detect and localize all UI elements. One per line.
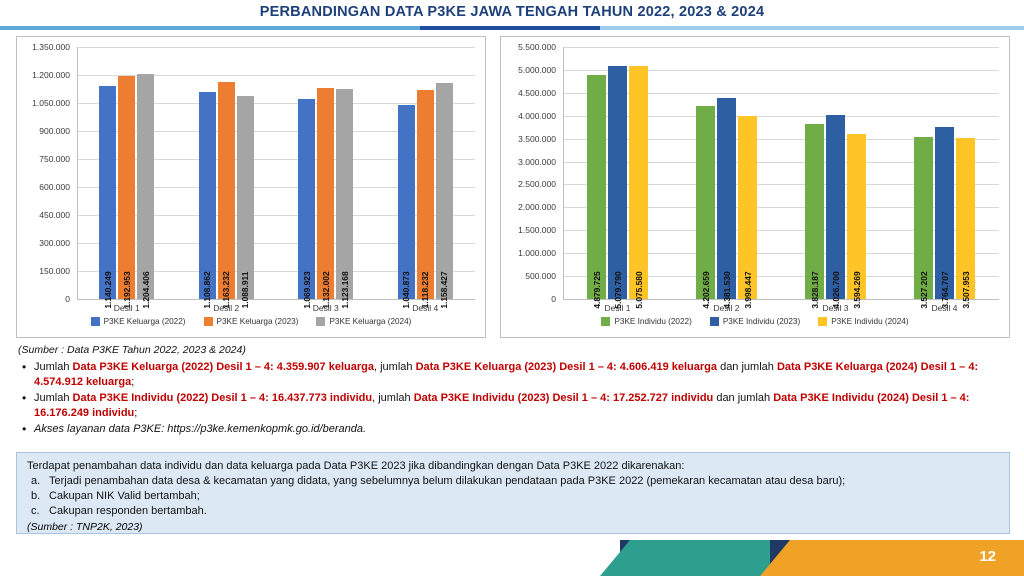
chart-panel-keluarga bbox=[16, 36, 486, 338]
bar-value-label: 1.123.168 bbox=[339, 271, 350, 309]
y-axis-tick-label: 1.050.000 bbox=[32, 98, 70, 108]
bar bbox=[417, 90, 434, 309]
bullet1-part4: ; bbox=[131, 375, 135, 388]
bullet1-part3: dan jumlah bbox=[717, 361, 777, 373]
bar-value-label: 3.764.707 bbox=[939, 271, 950, 309]
legend-swatch bbox=[204, 317, 213, 326]
bar-value-label: 1.132.002 bbox=[320, 271, 331, 309]
y-axis-tick-label: 1.200.000 bbox=[32, 70, 70, 80]
bar bbox=[587, 75, 606, 309]
y-axis-tick-label: 750.000 bbox=[39, 154, 70, 164]
bar-value-label: 4.026.700 bbox=[830, 271, 841, 309]
legend-swatch bbox=[316, 317, 325, 326]
gridline bbox=[77, 47, 475, 48]
header-rule-pale bbox=[600, 26, 1024, 30]
legend-item bbox=[818, 317, 908, 326]
bullet-keluarga bbox=[18, 360, 1008, 389]
footer-band-teal bbox=[600, 540, 770, 576]
bar bbox=[935, 127, 954, 309]
bar-value-label: 1.108.862 bbox=[202, 271, 213, 309]
bar bbox=[137, 74, 154, 309]
x-axis-category-label: Desil 4 bbox=[412, 303, 439, 313]
bar-value-label: 1.040.873 bbox=[401, 271, 412, 309]
bar bbox=[436, 83, 453, 309]
bullet1-part2: , jumlah bbox=[373, 361, 416, 373]
x-axis-category-label: Desil 3 bbox=[312, 303, 339, 313]
bar bbox=[956, 138, 975, 309]
legend-swatch bbox=[601, 317, 610, 326]
bar bbox=[199, 92, 216, 309]
bar bbox=[629, 66, 648, 309]
info-box-list bbox=[27, 474, 999, 519]
legend-swatch bbox=[818, 317, 827, 326]
x-axis-category-label: Desil 3 bbox=[822, 303, 849, 313]
y-axis-tick-label: 3.500.000 bbox=[518, 133, 556, 144]
y-axis-tick-label: 5.500.000 bbox=[518, 42, 556, 52]
y-axis-tick-label: 500.000 bbox=[525, 271, 556, 282]
bar bbox=[847, 134, 866, 309]
info-box-item bbox=[27, 504, 999, 519]
legend-label: P3KE Keluarga (2024) bbox=[329, 317, 412, 326]
info-box-item-text: Terjadi penambahan data desa & kecamatan yang didata, yang sebelumnya belum dilakukan pendataan pada P3KE 2022 (pemekaran kecamatan atau desa baru); bbox=[49, 475, 846, 487]
y-axis-tick-label: 150.000 bbox=[39, 266, 70, 276]
x-axis-line bbox=[77, 299, 475, 300]
bullet2-part4: ; bbox=[134, 406, 138, 419]
y-axis-line bbox=[563, 47, 564, 300]
legend-item bbox=[316, 317, 411, 326]
legend-swatch bbox=[710, 317, 719, 326]
y-axis-tick-label: 2.000.000 bbox=[518, 202, 556, 213]
bar-value-label: 3.527.202 bbox=[918, 271, 929, 309]
bullet1-highlight2: Data P3KE Keluarga (2023) Desil 1 – 4: 4.606.419 keluarga bbox=[415, 361, 718, 373]
slide-footer bbox=[0, 540, 1024, 576]
x-axis-category-label: Desil 2 bbox=[713, 303, 740, 313]
y-axis-tick-label: 600.000 bbox=[39, 182, 70, 192]
bar bbox=[218, 82, 235, 309]
bar bbox=[696, 106, 715, 309]
slide-header bbox=[0, 0, 1024, 30]
gridline bbox=[563, 47, 999, 48]
legend-label: P3KE Keluarga (2023) bbox=[216, 317, 299, 326]
bar bbox=[237, 96, 254, 309]
legend-swatch bbox=[91, 317, 100, 326]
bar-value-label: 4.879.725 bbox=[591, 271, 602, 309]
info-box-item-text: Cakupan NIK Valid bertambah; bbox=[49, 490, 200, 502]
x-axis-line bbox=[563, 299, 999, 300]
x-axis-category-label: Desil 1 bbox=[113, 303, 140, 313]
legend-item bbox=[204, 317, 299, 326]
info-box-intro: Terdapat penambahan data individu dan data keluarga pada Data P3KE 2023 jika dibandingkan dengan Data P3KE 2022 dikarenakan: bbox=[27, 460, 685, 472]
header-rule-light bbox=[0, 26, 420, 30]
bar-value-label: 1.118.232 bbox=[420, 271, 431, 309]
bullet1-part1: Jumlah bbox=[34, 361, 73, 373]
bar bbox=[914, 137, 933, 309]
bullet2-highlight1: Data P3KE Individu (2022) Desil 1 – 4: 16.437.773 individu bbox=[72, 392, 373, 404]
bar-value-label: 1.163.232 bbox=[221, 271, 232, 309]
y-axis-tick-label: 1.350.000 bbox=[32, 42, 70, 52]
bar-value-label: 1.204.406 bbox=[140, 271, 151, 309]
bar-value-label: 1.192.953 bbox=[121, 271, 132, 309]
bullet1-highlight1: Data P3KE Keluarga (2022) Desil 1 – 4: 4.359.907 keluarga bbox=[72, 361, 374, 373]
bar bbox=[805, 124, 824, 309]
bar bbox=[717, 98, 736, 309]
page-title: PERBANDINGAN DATA P3KE JAWA TENGAH TAHUN 2022, 2023 & 2024 bbox=[259, 4, 765, 20]
bullet-link[interactable]: • Akses layanan data P3KE: https://p3ke.kemenkopmk.go.id/beranda. bbox=[18, 422, 1008, 437]
x-axis-category-label: Desil 1 bbox=[604, 303, 631, 313]
header-rule-dark bbox=[420, 26, 600, 30]
info-box-source: (Sumber : TNP2K, 2023) bbox=[27, 521, 143, 533]
bar-value-label: 3.507.953 bbox=[960, 271, 971, 309]
bar bbox=[99, 86, 116, 309]
bar-value-label: 3.998.447 bbox=[742, 271, 753, 309]
legend-label: P3KE Individu (2022) bbox=[614, 317, 692, 326]
bullet2-part3: dan jumlah bbox=[713, 392, 774, 404]
bar-value-label: 3.594.269 bbox=[851, 271, 862, 309]
x-axis-category-label: Desil 2 bbox=[213, 303, 240, 313]
bar bbox=[826, 115, 845, 309]
footer-band-white bbox=[0, 540, 620, 576]
info-box-item-text: Cakupan responden bertambah. bbox=[49, 505, 207, 517]
bullet2-highlight3: Data P3KE Individu (2024) Desil 1 – 4: 16.176.249 individu bbox=[34, 392, 970, 419]
legend-label: P3KE Keluarga (2022) bbox=[103, 317, 186, 326]
y-axis-tick-label: 0 bbox=[551, 294, 556, 304]
y-axis-line bbox=[77, 47, 78, 300]
y-axis-tick-label: 450.000 bbox=[39, 210, 70, 220]
y-axis-tick-label: 1.000.000 bbox=[518, 248, 556, 259]
y-axis-tick-label: 3.000.000 bbox=[518, 156, 556, 167]
bar bbox=[738, 116, 757, 309]
bar bbox=[317, 88, 334, 309]
y-axis-tick-label: 4.500.000 bbox=[518, 87, 556, 98]
y-axis-tick-label: 300.000 bbox=[39, 238, 70, 248]
y-axis-tick-label: 4.000.000 bbox=[518, 110, 556, 121]
y-axis-tick-label: 900.000 bbox=[39, 126, 70, 136]
bar-value-label: 1.158.427 bbox=[439, 271, 450, 309]
y-axis-tick-label: 1.500.000 bbox=[518, 225, 556, 236]
info-box-item-marker: a. bbox=[31, 475, 41, 487]
info-box-item-marker: c. bbox=[31, 505, 40, 517]
bar-value-label: 1.069.923 bbox=[301, 271, 312, 309]
chart-panel-individu bbox=[500, 36, 1010, 338]
y-axis-tick-label: 5.000.000 bbox=[518, 64, 556, 75]
chart-legend-individu bbox=[501, 317, 1009, 326]
bar-value-label: 1.140.249 bbox=[102, 271, 113, 309]
bar-value-label: 4.202.659 bbox=[700, 271, 711, 309]
bar bbox=[398, 105, 415, 309]
bullet2-part2: , jumlah bbox=[372, 392, 414, 404]
legend-label: P3KE Individu (2024) bbox=[831, 317, 909, 326]
bar-value-label: 5.075.580 bbox=[633, 271, 644, 309]
chart-legend-keluarga bbox=[17, 317, 485, 326]
bar bbox=[336, 89, 353, 309]
bullet1-highlight3: Data P3KE Keluarga (2024) Desil 1 – 4: 4.574.912 keluarga bbox=[34, 361, 979, 388]
bullet2-part1: Jumlah bbox=[34, 392, 73, 404]
bar-value-label: 4.381.530 bbox=[721, 271, 732, 309]
info-box-item bbox=[27, 489, 999, 504]
page-number: 12 bbox=[979, 548, 996, 565]
bar-value-label: 5.079.790 bbox=[612, 271, 623, 309]
x-axis-category-label: Desil 4 bbox=[931, 303, 958, 313]
bar bbox=[118, 76, 135, 309]
bar bbox=[608, 66, 627, 309]
info-box bbox=[16, 452, 1010, 534]
bullet-list bbox=[18, 360, 1008, 439]
legend-item bbox=[91, 317, 186, 326]
bar bbox=[298, 99, 315, 309]
info-box-item-marker: b. bbox=[31, 490, 41, 502]
bullet2-highlight2: Data P3KE Individu (2023) Desil 1 – 4: 17.252.727 individu bbox=[413, 392, 714, 404]
y-axis-tick-label: 0 bbox=[65, 294, 70, 304]
bar-value-label: 3.828.187 bbox=[809, 271, 820, 309]
chart-source-note: (Sumber : Data P3KE Tahun 2022, 2023 & 2024) bbox=[18, 344, 246, 356]
legend-item bbox=[710, 317, 800, 326]
legend-label: P3KE Individu (2023) bbox=[722, 317, 801, 326]
y-axis-tick-label: 2.500.000 bbox=[518, 179, 556, 190]
bar-value-label: 1.088.911 bbox=[240, 271, 251, 309]
legend-item bbox=[601, 317, 691, 326]
bullet-individu bbox=[18, 391, 1008, 420]
info-box-item bbox=[27, 474, 999, 489]
